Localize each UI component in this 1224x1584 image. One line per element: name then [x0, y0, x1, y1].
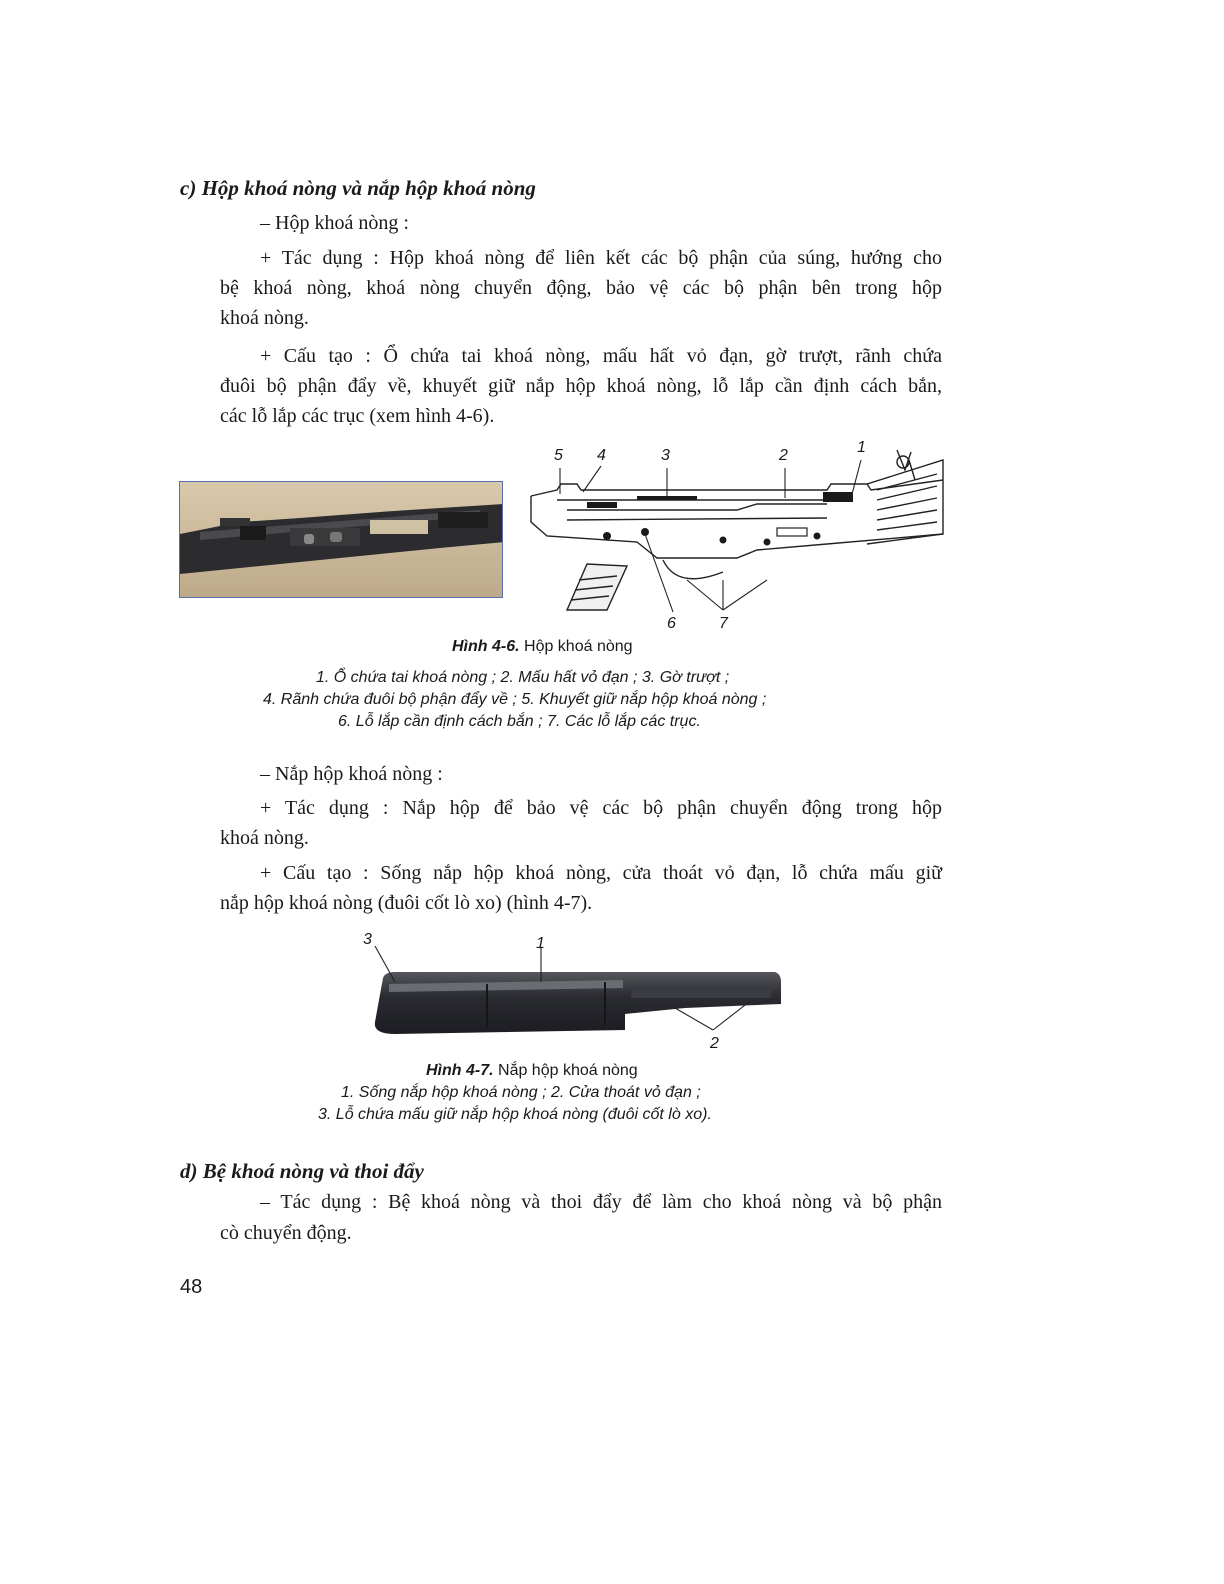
- section-c-heading: c) Hộp khoá nòng và nắp hộp khoá nòng: [180, 176, 536, 200]
- fig46-label-6: 6: [667, 615, 676, 632]
- fig47-caption-line-1: 1. Sống nắp hộp khoá nòng ; 2. Cửa thoát vỏ đạn ;: [341, 1084, 701, 1101]
- fig47-title: [426, 1062, 638, 1080]
- fig46-caption-line-3: 6. Lỗ lắp cần định cách bắn ; 7. Các lỗ lắp các trục.: [338, 713, 701, 730]
- cover-structure-line-2: nắp hộp khoá nòng (đuôi cốt lò xo) (hình 4-7).: [220, 892, 593, 914]
- fig46-label-4: 4: [597, 447, 606, 464]
- receiver-label: – Hộp khoá nòng :: [260, 212, 409, 234]
- fig46-label-5: 5: [554, 447, 563, 464]
- fig46-title-text: Hộp khoá nòng: [519, 638, 633, 655]
- fig46-label-7: 7: [719, 615, 728, 632]
- receiver-cover-image: [355, 930, 785, 1054]
- fig46-title: [452, 638, 633, 656]
- fig47-title-text: Nắp hộp khoá nòng: [493, 1062, 638, 1079]
- receiver-photo-image: [180, 482, 503, 598]
- fig47-label-3: 3: [363, 931, 372, 948]
- section-d-function-line-1: – Tác dụng : Bệ khoá nòng và thoi đẩy để làm cho khoá nòng và bộ phận: [260, 1191, 942, 1213]
- receiver-structure-line-1: + Cấu tạo : Ổ chứa tai khoá nòng, mấu hất vỏ đạn, gờ trượt, rãnh chứa: [260, 345, 942, 367]
- fig46-caption-line-2: 4. Rãnh chứa đuôi bộ phận đẩy về ; 5. Khuyết giữ nắp hộp khoá nòng ;: [263, 691, 767, 708]
- receiver-structure-line-2: đuôi bộ phận đẩy về, khuyết giữ nắp hộp khoá nòng, lỗ lắp cần định cách bắn,: [220, 375, 942, 397]
- fig46-caption-line-1: 1. Ổ chứa tai khoá nòng ; 2. Mấu hất vỏ đạn ; 3. Gờ trượt ;: [316, 669, 730, 686]
- page-number: 48: [180, 1276, 203, 1298]
- cover-label: – Nắp hộp khoá nòng :: [260, 763, 443, 785]
- receiver-function-line-1: + Tác dụng : Hộp khoá nòng để liên kết các bộ phận của súng, hướng cho: [260, 247, 942, 269]
- cover-structure-line-1: + Cấu tạo : Sống nắp hộp khoá nòng, cửa thoát vỏ đạn, lỗ chứa mấu giữ: [260, 862, 942, 884]
- receiver-diagram: [527, 440, 947, 636]
- cover-function-line-2: khoá nòng.: [220, 827, 309, 849]
- section-d-heading: d) Bệ khoá nòng và thoi đẩy: [180, 1159, 424, 1183]
- fig47-title-prefix: Hình 4-7.: [426, 1062, 494, 1079]
- cover-function-line-1: + Tác dụng : Nắp hộp để bảo vệ các bộ phận chuyển động trong hộp: [260, 797, 942, 819]
- fig46-label-2: 2: [779, 447, 788, 464]
- receiver-photo: [179, 481, 503, 598]
- receiver-function-line-2: bệ khoá nòng, khoá nòng chuyển động, bảo vệ các bộ phận bên trong hộp: [220, 277, 942, 299]
- fig47-label-1: 1: [536, 935, 545, 952]
- receiver-drawing: [527, 440, 947, 636]
- section-d-function-line-2: cò chuyển động.: [220, 1222, 352, 1244]
- fig47-caption-line-2: 3. Lỗ chứa mấu giữ nắp hộp khoá nòng (đuôi cốt lò xo).: [318, 1106, 712, 1123]
- fig46-label-3: 3: [661, 447, 670, 464]
- fig46-title-prefix: Hình 4-6.: [452, 638, 520, 655]
- receiver-structure-line-3: các lỗ lắp các trục (xem hình 4-6).: [220, 405, 495, 427]
- fig47-label-2: 2: [710, 1035, 719, 1052]
- receiver-cover-figure: [355, 930, 785, 1054]
- receiver-function-line-3: khoá nòng.: [220, 307, 309, 329]
- fig46-label-1: 1: [857, 440, 866, 456]
